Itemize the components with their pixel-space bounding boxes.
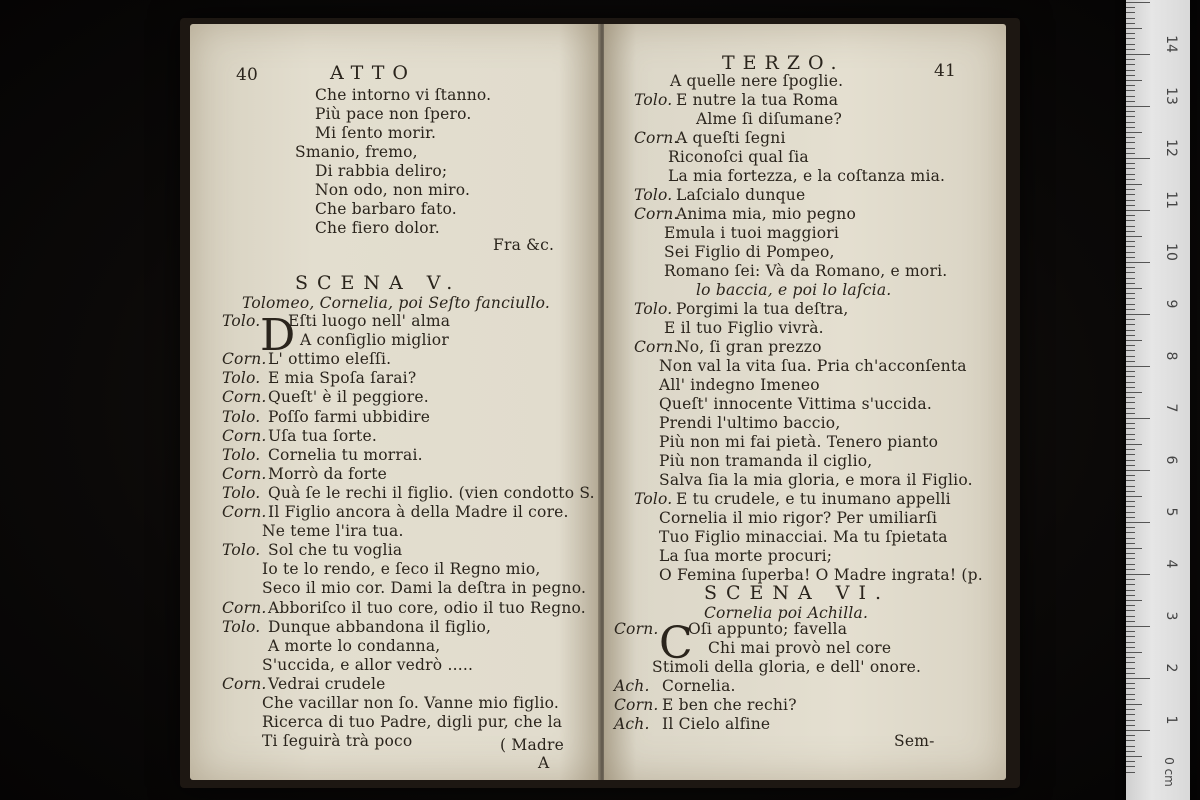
ruler-tick	[1126, 538, 1135, 539]
ruler-tick	[1126, 605, 1135, 606]
ruler-number: 13	[1163, 87, 1179, 105]
dialogue-text: Prendi l'ultimo baccio,	[659, 414, 841, 432]
ruler-tick	[1126, 350, 1135, 351]
ruler-tick	[1126, 33, 1135, 34]
ruler-tick	[1126, 7, 1135, 8]
dropcap-d: D	[260, 310, 296, 361]
verse-line: Smanio, fremo,	[295, 143, 418, 161]
ruler-tick	[1126, 657, 1135, 658]
ruler-tick	[1126, 480, 1135, 481]
ruler-tick	[1126, 148, 1135, 149]
ruler-unit-label: 0 cm	[1161, 757, 1176, 787]
ruler-tick	[1126, 116, 1135, 117]
speaker-label: Tolo.	[634, 490, 673, 508]
ruler-tick	[1126, 252, 1135, 253]
dialogue-text: Vedrai crudele	[268, 674, 386, 693]
ruler-tick	[1126, 673, 1135, 674]
dropcap-c: C	[659, 618, 693, 669]
ruler-tick	[1126, 231, 1135, 232]
ruler-number: 7	[1163, 403, 1179, 413]
dialogue-text: Più non tramanda il ciglio,	[659, 452, 873, 470]
ruler-tick	[1126, 70, 1135, 71]
ruler-tick	[1126, 226, 1135, 227]
speaker-label: Corn.	[614, 620, 659, 638]
verse-line: Di rabbia deliro;	[315, 162, 448, 180]
ruler-tick	[1126, 454, 1135, 455]
speaker-label: Tolo.	[222, 617, 261, 636]
ruler-tick	[1126, 621, 1135, 622]
dialogue-text: Queſt' innocente Vittima s'uccida.	[659, 395, 933, 413]
ruler-tick	[1126, 267, 1135, 268]
ruler-tick	[1126, 460, 1135, 461]
ruler-tick	[1126, 12, 1135, 13]
dialogue-text: Anima mia, mio pegno	[676, 205, 856, 223]
scena-v-title: SCENA V.	[295, 272, 462, 294]
dialogue-text: Più non mi fai pietà. Tenero pianto	[659, 433, 939, 451]
ruler-tick	[1126, 517, 1135, 518]
ruler-tick	[1126, 428, 1135, 429]
ruler-tick	[1126, 548, 1142, 549]
ruler-tick	[1126, 241, 1135, 242]
ruler-tick	[1126, 142, 1135, 143]
ruler-tick	[1126, 23, 1135, 24]
ruler-tick	[1126, 75, 1135, 76]
dialogue-text: lo baccia, e poi lo laſcia.	[696, 281, 892, 299]
ruler-tick	[1126, 205, 1135, 206]
ruler-tick	[1126, 486, 1135, 487]
ruler-tick	[1126, 304, 1135, 305]
ruler-number: 14	[1163, 35, 1179, 53]
ruler-tick	[1126, 335, 1135, 336]
speaker-label: Corn.	[634, 205, 679, 223]
right-running-header: TERZO.	[722, 52, 845, 74]
verse-line: Mi ſento morir.	[315, 124, 437, 142]
ruler-tick	[1126, 694, 1135, 695]
ruler-tick	[1126, 688, 1135, 689]
dialogue-text: Sei Figlio di Pompeo,	[664, 243, 835, 261]
scena-v-persons: Tolomeo, Cornelia, poi Seſto fanciullo.	[242, 294, 551, 312]
ruler-tick	[1126, 642, 1135, 643]
ruler-number: 8	[1163, 351, 1179, 361]
left-catchword: A	[538, 754, 550, 772]
dialogue-text: A queſti ſegni	[676, 129, 786, 147]
ruler-tick	[1126, 382, 1135, 383]
ruler-tick	[1126, 262, 1150, 263]
ruler-tick	[1126, 652, 1142, 653]
ruler-tick	[1126, 106, 1150, 107]
dialogue-text: La ſua morte procuri;	[659, 547, 833, 565]
ruler-tick	[1126, 730, 1150, 731]
speaker-label: Tolo.	[634, 186, 673, 204]
dialogue-text: E nutre la tua Roma	[676, 91, 839, 109]
ruler-number: 12	[1163, 139, 1179, 157]
speaker-label: Tolo.	[222, 541, 261, 560]
ruler-tick	[1126, 158, 1150, 159]
speaker-label: Corn.	[222, 464, 267, 483]
dialogue-text: Porgimi la tua deſtra,	[676, 300, 849, 318]
dialogue-text: Ricerca di tuo Padre, digli pur, che la	[262, 713, 563, 732]
ruler-tick	[1126, 96, 1135, 97]
ruler-tick	[1126, 402, 1135, 403]
ruler-tick	[1126, 740, 1135, 741]
ruler-tick	[1126, 725, 1135, 726]
ruler-tick	[1126, 600, 1142, 601]
ruler-tick	[1126, 179, 1135, 180]
ruler-tick	[1126, 761, 1135, 762]
speaker-label: Corn.	[634, 129, 679, 147]
dialogue-text: Il Figlio ancora à della Madre il core.	[268, 503, 569, 521]
ruler-number: 5	[1163, 507, 1179, 517]
ruler-tick	[1126, 714, 1135, 715]
speaker-label: Corn.	[614, 696, 659, 714]
ruler-tick	[1126, 59, 1135, 60]
ruler-tick	[1126, 397, 1135, 398]
dialogue-text: Il Cielo alfine	[662, 715, 771, 733]
ruler-tick	[1126, 319, 1135, 320]
ruler-tick	[1126, 194, 1135, 195]
ruler-tick	[1126, 210, 1150, 211]
ruler-tick	[1126, 340, 1142, 341]
dialogue-text: Alme ſi diſumane?	[696, 110, 842, 128]
ruler-number: 4	[1163, 559, 1179, 569]
speaker-label: Ach.	[614, 677, 650, 695]
ruler-tick	[1126, 80, 1142, 81]
ruler-tick	[1126, 361, 1135, 362]
ruler-tick	[1126, 345, 1135, 346]
dialogue-text: No, ſi gran prezzo	[676, 338, 822, 356]
ruler-tick	[1126, 439, 1135, 440]
ruler-tick	[1126, 2, 1150, 3]
right-page	[604, 24, 1006, 780]
dialogue-text: Dunque abbandona il figlio,	[268, 617, 492, 636]
ruler-tick	[1126, 127, 1135, 128]
ruler-tick	[1126, 132, 1142, 133]
dialogue-text: Romano ſei: Và da Romano, e mori.	[664, 262, 948, 280]
ruler-tick	[1126, 527, 1135, 528]
ruler-tick	[1126, 590, 1135, 591]
ruler-tick	[1126, 647, 1135, 648]
ruler-tick	[1126, 278, 1135, 279]
verse-line: Non odo, non miro.	[315, 181, 471, 199]
dialogue-text: E il tuo Figlio vivrà.	[664, 319, 824, 337]
right-page-number: 41	[934, 61, 957, 81]
ruler-number: 3	[1163, 611, 1179, 621]
speaker-label: Tolo.	[634, 300, 673, 318]
ruler-tick	[1126, 543, 1135, 544]
dialogue-text: Sol che tu voglia	[268, 541, 403, 560]
ruler-number: 1	[1163, 715, 1179, 725]
ruler-tick	[1126, 387, 1135, 388]
speaker-label: Tolo.	[634, 91, 673, 109]
ruler-tick	[1126, 668, 1135, 669]
ruler-number: 6	[1163, 455, 1179, 465]
ruler-tick	[1126, 616, 1135, 617]
dialogue-text: Uſa tua ſorte.	[268, 426, 377, 445]
ruler-tick	[1126, 413, 1135, 414]
dialogue-text: Morrò da forte	[268, 464, 388, 483]
ruler-tick	[1126, 324, 1135, 325]
ruler-tick	[1126, 392, 1142, 393]
ruler-tick	[1126, 408, 1135, 409]
ruler-tick	[1126, 330, 1135, 331]
ruler-tick	[1126, 699, 1135, 700]
ruler-tick	[1126, 720, 1135, 721]
ruler-tick	[1126, 189, 1135, 190]
dialogue-text: Cornelia.	[662, 677, 736, 695]
ruler-tick	[1126, 298, 1135, 299]
ruler-tick	[1126, 512, 1135, 513]
ruler-tick	[1126, 678, 1150, 679]
ruler-tick	[1126, 522, 1150, 523]
ruler-tick	[1126, 506, 1135, 507]
ruler-tick	[1126, 18, 1135, 19]
ruler-tick	[1126, 709, 1135, 710]
fra-cue: Fra &c.	[493, 236, 555, 254]
speaker-label: Tolo.	[222, 369, 261, 388]
dialogue-text: Ne teme l'ira tua.	[262, 522, 404, 541]
ruler-tick	[1126, 200, 1135, 201]
ruler-tick	[1126, 434, 1135, 435]
right-catchword: Sem-	[894, 732, 935, 750]
speaker-label: Corn.	[222, 674, 267, 693]
ruler-tick	[1126, 662, 1135, 663]
ruler-tick	[1126, 184, 1142, 185]
ruler-tick	[1126, 584, 1135, 585]
speaker-label: Tolo.	[222, 407, 261, 426]
ruler-tick	[1126, 371, 1135, 372]
speaker-label: Ach.	[614, 715, 650, 733]
speaker-label: Tolo.	[222, 312, 261, 330]
speaker-label: Corn.	[222, 426, 267, 445]
ruler-tick	[1126, 574, 1150, 575]
ruler-tick	[1126, 257, 1135, 258]
ruler-tick	[1126, 85, 1135, 86]
ruler-tick	[1126, 153, 1135, 154]
dialogue-text: A conſiglio miglior	[300, 331, 449, 350]
ruler-tick	[1126, 496, 1142, 497]
ruler-tick	[1126, 746, 1135, 747]
dialogue-text: Emula i tuoi maggiori	[664, 224, 840, 242]
dialogue-text: A quelle nere ſpoglie.	[670, 72, 844, 90]
ruler-tick	[1126, 465, 1135, 466]
left-page	[190, 24, 600, 780]
ruler-tick	[1126, 111, 1135, 112]
dialogue-text: O Femina ſuperba! O Madre ingrata! (p.	[659, 566, 983, 584]
verse-line: Che fiero dolor.	[315, 219, 440, 237]
ruler-tick	[1126, 564, 1135, 565]
ruler-tick	[1126, 366, 1150, 367]
verse-line: Che barbaro fato.	[315, 200, 457, 218]
ruler-tick	[1126, 283, 1135, 284]
ruler-tick	[1126, 44, 1135, 45]
ruler-number: 9	[1163, 299, 1179, 309]
ruler-tick	[1126, 90, 1135, 91]
dialogue-text: Seco il mio cor. Dami la deſtra in pegno.	[262, 579, 587, 598]
dialogue-text: La mia fortezza, e la coſtanza mia.	[668, 167, 946, 185]
ruler-tick	[1126, 444, 1142, 445]
left-running-header: ATTO	[330, 62, 416, 84]
dialogue-text: Eſti luogo nell' alma	[288, 312, 451, 330]
dialogue-text: E ben che rechi?	[662, 696, 797, 714]
speaker-label: Corn.	[222, 598, 267, 617]
ruler-tick	[1126, 236, 1142, 237]
ruler-tick	[1126, 220, 1135, 221]
speaker-label: Corn.	[222, 503, 267, 521]
dialogue-text: Salva ſia la mia gloria, e mora il Figlio.	[659, 471, 973, 489]
scena-vi-persons: Cornelia poi Achilla.	[704, 604, 869, 622]
ruler-tick	[1126, 101, 1135, 102]
ruler-tick	[1126, 174, 1135, 175]
dialogue-text: Tuo Figlio minacciai. Ma tu ſpietata	[659, 528, 948, 546]
speaker-label: Corn.	[222, 350, 267, 369]
speaker-label: Corn.	[222, 388, 267, 407]
ruler-tick	[1126, 215, 1135, 216]
ruler-tick	[1126, 356, 1135, 357]
ruler-tick	[1126, 246, 1135, 247]
ruler-tick	[1126, 501, 1135, 502]
dialogue-text: Oſi appunto; favella	[688, 620, 848, 638]
ruler-tick	[1126, 756, 1142, 757]
ruler-tick	[1126, 704, 1142, 705]
dialogue-text: E mia Spoſa ſarai?	[268, 369, 417, 388]
ruler-tick	[1126, 772, 1135, 773]
ruler-number: 2	[1163, 663, 1179, 673]
ruler-tick	[1126, 288, 1142, 289]
ruler-tick	[1126, 470, 1150, 471]
dialogue-text: Riconoſci qual ſia	[668, 148, 809, 166]
left-page-number: 40	[236, 65, 259, 85]
ruler-tick	[1126, 751, 1135, 752]
dialogue-text: S'uccida, e allor vedrò .....	[262, 655, 474, 674]
dialogue-text: Ti ſeguirà trà poco	[262, 732, 413, 751]
scena-vi-title: SCENA VI.	[704, 582, 891, 604]
dialogue-text: Quà ſe le rechi il figlio. (vien condotto S.	[268, 483, 595, 502]
verse-line: Più pace non ſpero.	[315, 105, 472, 123]
ruler-tick	[1126, 423, 1135, 424]
ruler-tick	[1126, 610, 1135, 611]
ruler-tick	[1126, 168, 1135, 169]
ruler-tick	[1126, 631, 1135, 632]
ruler-tick	[1126, 595, 1135, 596]
ruler-number: 11	[1163, 191, 1179, 209]
ruler-tick	[1126, 553, 1135, 554]
ruler-tick	[1126, 64, 1135, 65]
dialogue-text: Abboriſco il tuo core, odio il tuo Regno.	[268, 598, 586, 617]
ruler-tick	[1126, 532, 1135, 533]
ruler-tick	[1126, 376, 1135, 377]
speaker-label: Tolo.	[222, 445, 261, 464]
measuring-ruler	[1126, 0, 1190, 800]
dialogue-text: Io te lo rendo, e ſeco il Regno mio,	[262, 560, 541, 579]
ruler-tick	[1126, 449, 1135, 450]
ruler-tick	[1126, 137, 1135, 138]
speaker-label: Tolo.	[222, 483, 261, 502]
ruler-tick	[1126, 491, 1135, 492]
ruler-tick	[1126, 735, 1135, 736]
dialogue-text: L' ottimo eleſſi.	[268, 350, 392, 369]
ruler-number: 10	[1163, 243, 1179, 261]
dialogue-text: Che vacillar non ſo. Vanne mio figlio.	[262, 694, 560, 712]
dialogue-text: A morte lo condanna,	[268, 636, 441, 655]
ruler-tick	[1126, 54, 1150, 55]
ruler-tick	[1126, 636, 1135, 637]
dialogue-text: Chi mai provò nel core	[708, 639, 892, 657]
ruler-tick	[1126, 122, 1135, 123]
ruler-tick	[1126, 309, 1135, 310]
ruler-tick	[1126, 683, 1135, 684]
ruler-tick	[1126, 314, 1150, 315]
ruler-tick	[1126, 475, 1135, 476]
ruler-tick	[1126, 28, 1142, 29]
ruler-tick	[1126, 418, 1150, 419]
dialogue-text: All' indegno Imeneo	[659, 376, 820, 394]
ruler-tick	[1126, 569, 1135, 570]
ruler-tick	[1126, 49, 1135, 50]
dialogue-text: Stimoli della gloria, e dell' onore.	[652, 658, 922, 676]
ruler-tick	[1126, 38, 1135, 39]
dialogue-text: Poſſo farmi ubbidire	[268, 407, 431, 426]
dialogue-text: E tu crudele, e tu inumano appelli	[676, 490, 951, 508]
dialogue-text: Laſcialo dunque	[676, 186, 806, 204]
dialogue-text: Cornelia il mio rigor? Per umiliarſi	[659, 509, 938, 527]
verse-line: Che intorno vi ſtanno.	[315, 86, 492, 104]
ruler-tick	[1126, 626, 1150, 627]
ruler-tick	[1126, 272, 1135, 273]
speaker-label: Corn.	[634, 338, 679, 356]
ruler-tick	[1126, 163, 1135, 164]
dialogue-text: Non val la vita ſua. Pria ch'acconſenta	[659, 357, 967, 375]
dialogue-text: Cornelia tu morrai.	[268, 445, 423, 464]
ruler-tick	[1126, 579, 1135, 580]
dialogue-text: Queſt' è il peggiore.	[268, 388, 429, 407]
ruler-tick	[1126, 293, 1135, 294]
ruler-tick	[1126, 766, 1135, 767]
madre-cue: ( Madre	[500, 736, 564, 754]
ruler-tick	[1126, 558, 1135, 559]
